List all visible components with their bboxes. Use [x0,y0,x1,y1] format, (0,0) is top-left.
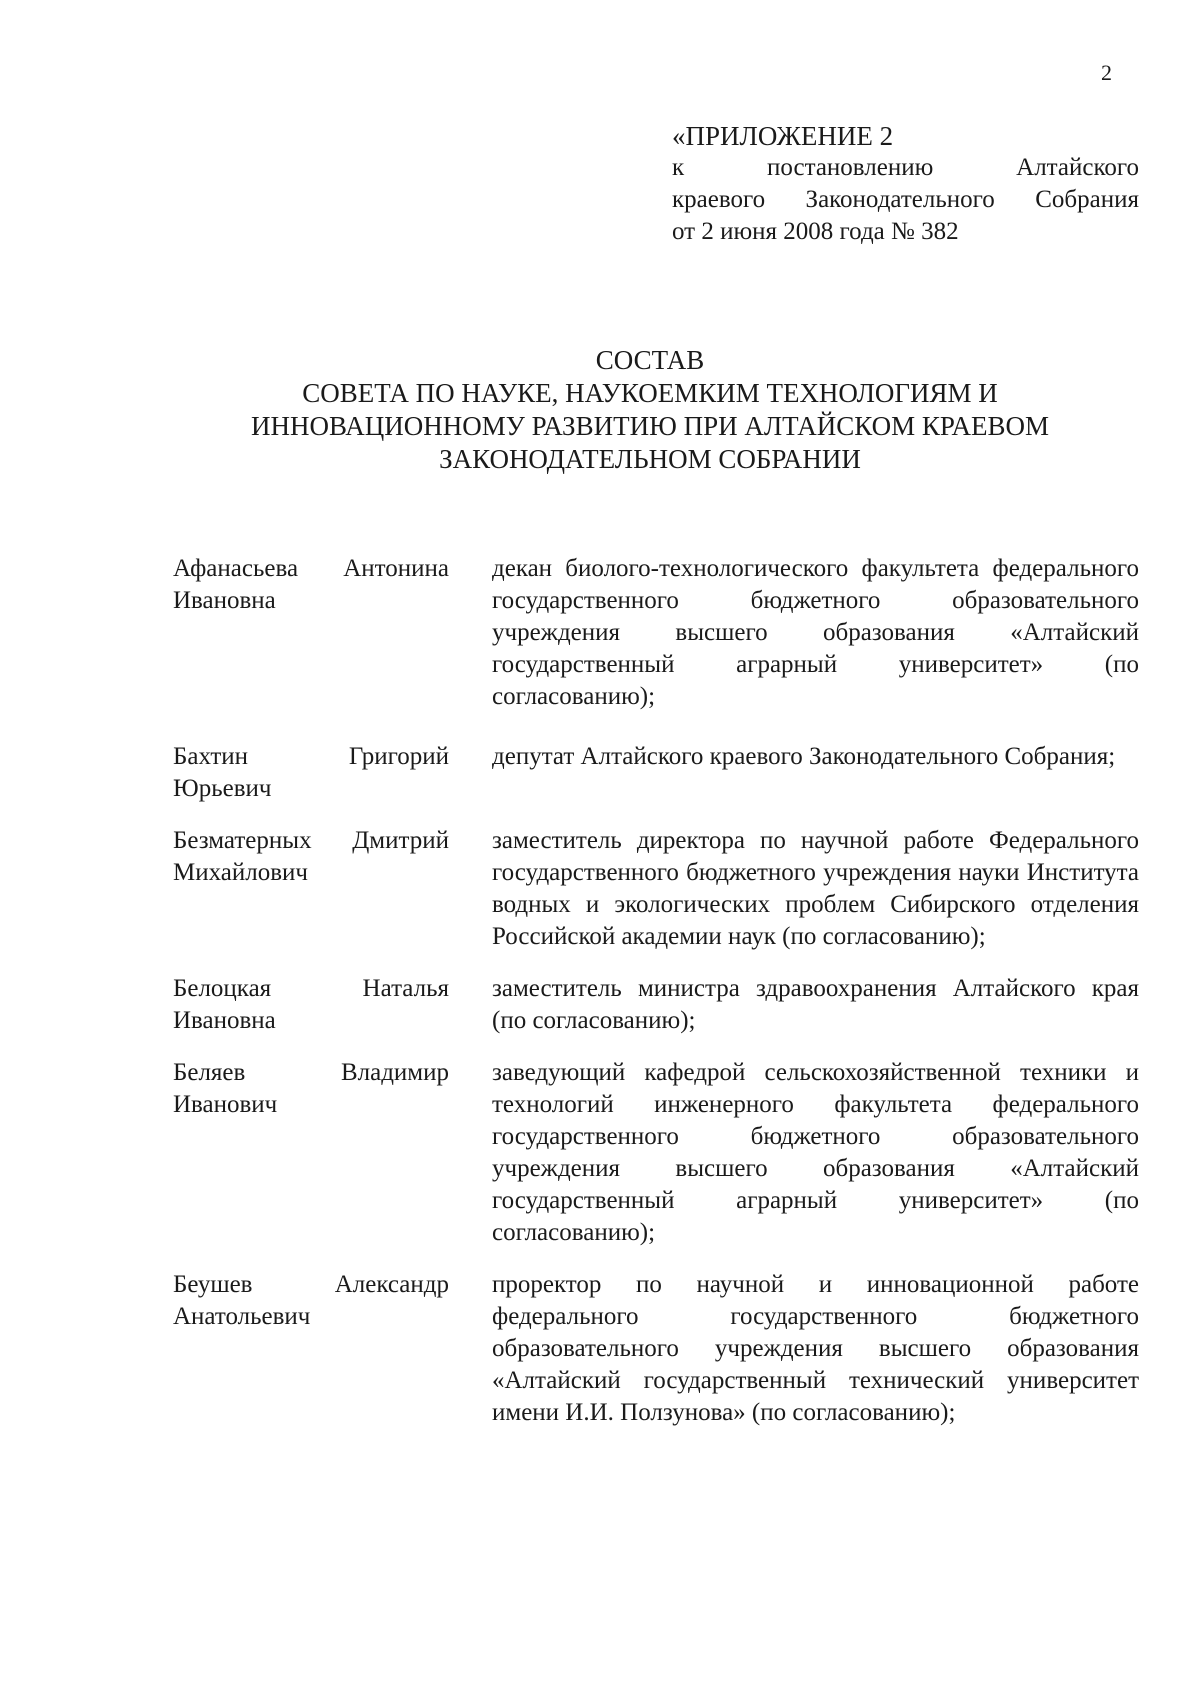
member-entry [173,1057,1139,1249]
member-role: заместитель директора по научной работе Федерального государственного бюджетного учреждения науки Института водных и экологических проблем Сибирского отделения Российской академии наук (по согласованию); [492,827,1139,950]
heading-line-3: ИННОВАЦИОННОМУ РАЗВИТИЮ ПРИ АЛТАЙСКОМ КРАЕВОМ [251,411,1049,441]
heading-line-2: СОВЕТА ПО НАУКЕ, НАУКОЕМКИМ ТЕХНОЛОГИЯМ И [302,378,998,408]
member-role: заместитель министра здравоохранения Алтайского края (по согласованию); [492,975,1139,1034]
document-heading [170,344,1130,476]
member-name: Беушев Александр Анатольевич [173,1271,449,1330]
member-role: проректор по научной и инновационной работе федерального государственного бюджетного образовательного учреждения высшего образования «Алтайский государственный технический университет имени И.И. Ползунова» (по согласованию); [492,1271,1139,1426]
member-entry [173,741,1139,805]
member-role: заведующий кафедрой сельскохозяйственной техники и технологий инженерного факультета федерального государственного бюджетного образовательного учреждения высшего образования «Алтайский государственный аграрный университет» (по согласованию); [492,1059,1139,1246]
member-name: Бахтин Григорий Юрьевич [173,743,449,802]
member-entry [173,973,1139,1037]
member-role: депутат Алтайского краевого Законодательного Собрания; [492,743,1116,770]
member-entry [173,553,1139,713]
member-name: Беляев Владимир Иванович [173,1059,449,1118]
appendix-block [672,120,1139,248]
member-entry [173,1269,1139,1429]
member-name: Безматерных Дмитрий Михайлович [173,827,449,886]
member-role: декан биолого-технологического факультета федерального государственного бюджетного образовательного учреждения высшего образования «Алтайский государственный аграрный университет» (по согласованию); [492,555,1139,710]
appendix-line-2: краевого Законодательного Собрания [672,186,1139,213]
appendix-line-1: к постановлению Алтайского [672,154,1139,181]
heading-line-4: ЗАКОНОДАТЕЛЬНОМ СОБРАНИИ [439,444,861,474]
members-list [173,553,1139,1429]
member-name: Белоцкая Наталья Ивановна [173,975,449,1034]
member-entry [173,825,1139,953]
member-name: Афанасьева Антонина Ивановна [173,555,449,614]
appendix-title: «ПРИЛОЖЕНИЕ 2 [672,121,894,151]
page-number: 2 [1101,60,1112,85]
heading-line-1: СОСТАВ [595,345,705,375]
appendix-line-3: от 2 июня 2008 года № 382 [672,218,959,245]
